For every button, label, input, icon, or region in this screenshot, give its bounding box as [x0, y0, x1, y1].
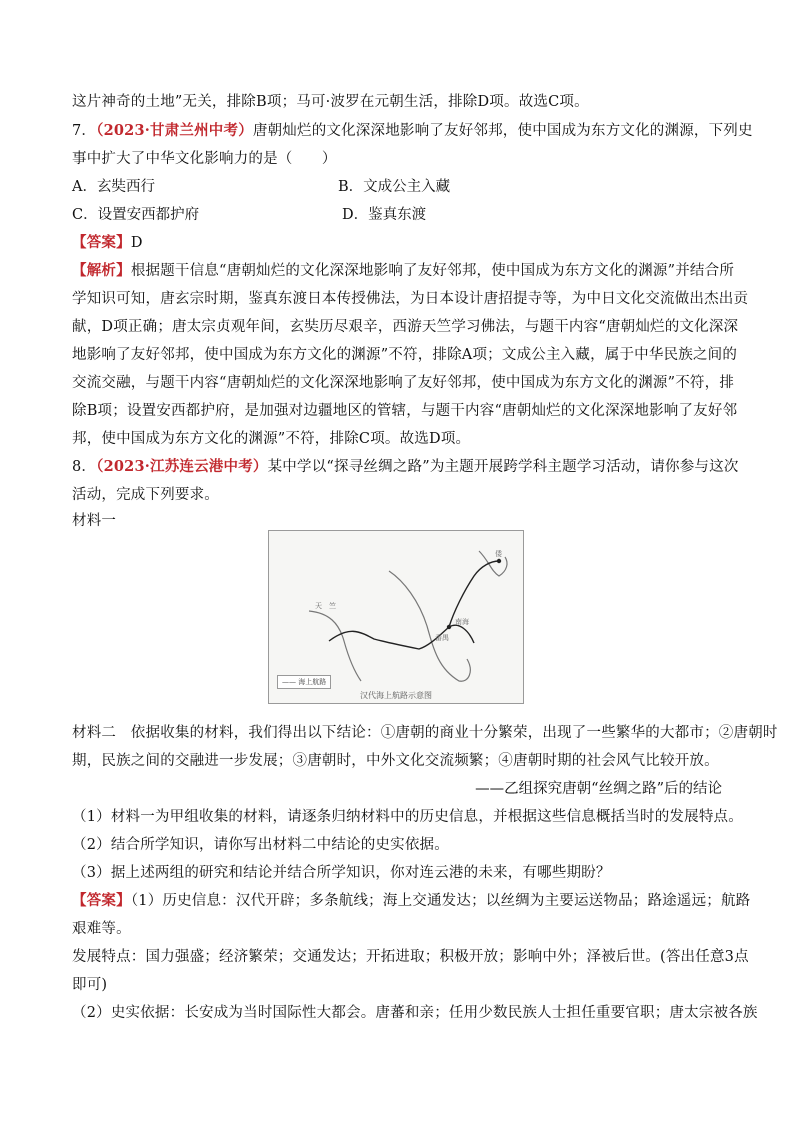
option-b: B．文成公主入藏: [338, 179, 451, 195]
question-number: 8．: [72, 459, 97, 475]
map-legend: —— 海上航路: [277, 675, 331, 689]
answer-value: D: [130, 235, 143, 251]
option-c: C．设置安西都护府: [72, 207, 200, 223]
coastline: [479, 551, 507, 576]
map-label: 番禺: [435, 634, 449, 642]
answer-7: [72, 233, 143, 253]
analysis-line: [72, 261, 734, 281]
question-text: 唐朝灿烂的文化深深地影响了友好邻邦，使中国成为东方文化的渊源，下列史: [252, 123, 753, 139]
question-8-stem: [72, 457, 739, 477]
map-label: 倭: [495, 550, 502, 558]
map-caption: 汉代海上航路示意图: [360, 691, 432, 700]
answer-8-line: 艰难等。: [72, 921, 131, 937]
analysis-line: 邦，使中国成为东方文化的渊源”不符，排除C项。故选D项。: [72, 431, 471, 447]
option-a: A．玄奘西行: [72, 179, 155, 195]
map-label: 南海: [455, 618, 469, 626]
question-source: （2023·甘肃兰州中考）: [96, 122, 253, 139]
question-text: 某中学以“探寻丝绸之路”为主题开展跨学科主题学习活动，请你参与这次: [267, 459, 739, 475]
answer-8-line: 即可): [72, 977, 108, 993]
analysis-text: 根据题干信息“唐朝灿烂的文化深深地影响了友好邻邦，使中国成为东方文化的渊源”并结合所: [130, 263, 735, 279]
question-text: 事中扩大了中华文化影响力的是（ ）: [72, 151, 337, 167]
analysis-line: 交流交融，与题干内容“唐朝灿烂的文化深深地影响了友好邻邦，使中国成为东方文化的渊源”不符，排: [72, 375, 735, 391]
requirement-2: （2）结合所学知识，请你写出材料二中结论的史实依据。: [72, 837, 449, 853]
question-number: 7．: [72, 123, 97, 139]
analysis-tag: 【解析】: [72, 262, 131, 279]
text-line: 这片神奇的土地”无关，排除B项；马可·波罗在元朝生活，排除D项。故选C项。: [72, 94, 589, 110]
question-7-stem: [72, 121, 753, 141]
answer-8-line: [72, 891, 750, 911]
question-source: （2023·江苏连云港中考）: [96, 458, 268, 475]
answer-text: （1）历史信息：汉代开辟；多条航线；海上交通发达；以丝绸为主要运送物品；路途遥远；航路: [130, 893, 751, 909]
answer-8-line: 发展特点：国力强盛；经济繁荣；交通发达；开拓进取；积极开放；影响中外；泽被后世。(答出任意3点: [72, 949, 749, 965]
sea-route: [329, 625, 474, 649]
requirement-1: （1）材料一为甲组收集的材料，请逐条归纳材料中的历史信息，并根据这些信息概括当时的发展特点。: [72, 809, 743, 825]
analysis-line: 地影响了友好邻邦，使中国成为东方文化的渊源”不符，排除A项；文成公主入藏，属于中华民族之间的: [72, 347, 738, 363]
analysis-line: 献，D项正确；唐太宗贞观年间，玄奘历尽艰辛，西游天竺学习佛法，与题干内容“唐朝灿烂的文化深深: [72, 319, 739, 335]
answer-8-line: （2）史实依据：长安成为当时国际性大都会。唐蕃和亲；任用少数民族人士担任重要官职；唐太宗被各族: [72, 1005, 758, 1021]
question-text: 活动，完成下列要求。: [72, 487, 219, 503]
material-1-label: 材料一: [72, 513, 117, 529]
requirement-3: （3）据上述两组的研究和结论并结合所学知识，你对连云港的未来，有哪些期盼？: [72, 865, 611, 881]
route-map: [268, 530, 524, 704]
analysis-line: 学知识可知，唐玄宗时期，鉴真东渡日本传授佛法，为日本设计唐招提寺等，为中日文化交流做出杰出贡: [72, 291, 749, 307]
material-2-line: 期，民族之间的交融进一步发展；③唐朝时，中外文化交流频繁；④唐朝时期的社会风气比较开放。: [72, 753, 719, 769]
answer-tag: 【答案】: [72, 234, 131, 251]
material-2-line: 材料二 依据收集的材料，我们得出以下结论：①唐朝的商业十分繁荣，出现了一些繁华的大都市；②唐朝时: [72, 725, 778, 741]
map-label: 天 竺: [315, 602, 336, 610]
option-d: D．鉴真东渡: [342, 207, 427, 223]
port-marker: [497, 559, 501, 563]
coastline: [309, 611, 361, 681]
material-2-source: ——乙组探究唐朝“丝绸之路”后的结论: [475, 781, 722, 797]
port-marker: [447, 625, 451, 629]
answer-tag: 【答案】: [72, 892, 131, 909]
analysis-line: 除B项；设置安西都护府，是加强对边疆地区的管辖，与题干内容“唐朝灿烂的文化深深地影响了友好邻: [72, 403, 738, 419]
